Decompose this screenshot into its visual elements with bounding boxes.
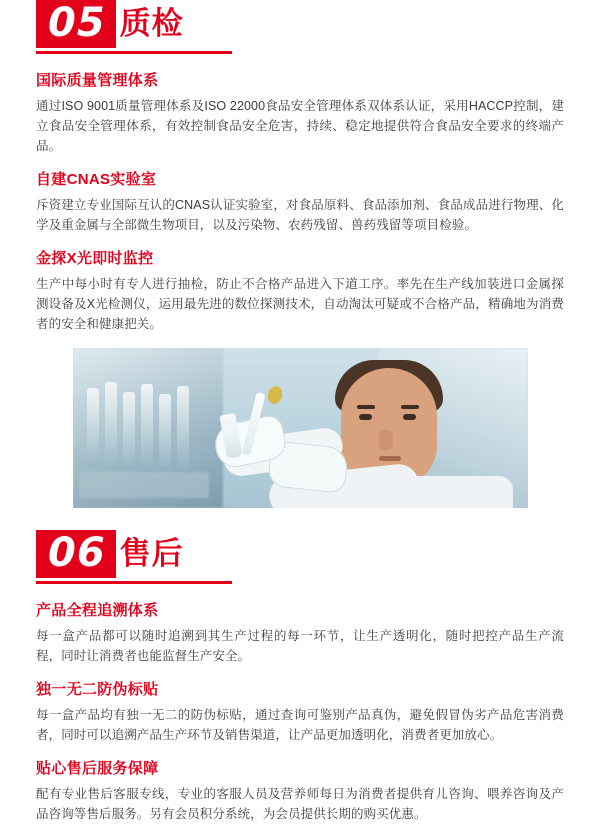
block-body: 通过ISO 9001质量管理体系及ISO 22000食品安全管理体系双体系认证，采用HACCP控制，建立食品安全管理体系，有效控制食品安全危害，持续、稳定地提供符合食品安全要求的终端产品。	[36, 99, 564, 153]
liquid-drop-icon	[265, 384, 283, 405]
block-body: 配有专业售后客服专线，专业的客服人员及营养师每日为消费者提供育儿咨询、喂养咨询及产品咨询等售后服务。另有会员积分系统，为会员提供长期的购买优惠。	[36, 787, 564, 821]
section-after-sales	[36, 530, 564, 824]
block-anti-counterfeit-label	[36, 679, 564, 745]
block-traceability-system	[36, 600, 564, 666]
block-xray-monitoring	[36, 248, 564, 334]
block-title: 独一无二防伪标贴	[36, 681, 159, 698]
block-title: 国际质量管理体系	[36, 72, 159, 89]
test-tube-icon	[105, 382, 117, 470]
test-tube-icon	[123, 392, 135, 470]
section-number-badge: 06	[36, 530, 116, 578]
heading-underline	[36, 581, 232, 584]
section-title: 质检	[119, 6, 184, 41]
person-nose	[379, 430, 393, 450]
test-tube-icon	[159, 394, 171, 470]
block-body: 每一盒产品都可以随时追溯到其生产过程的每一环节，让生产透明化，随时把控产品生产流程，同时让消费者也能监督生产安全。	[36, 629, 564, 663]
block-title: 产品全程追溯体系	[36, 602, 159, 619]
heading-underline	[36, 51, 232, 54]
lab-photo-container	[36, 348, 564, 508]
block-international-quality-system	[36, 70, 564, 156]
block-body: 斥资建立专业国际互认的CNAS认证实验室，对食品原料、食品添加剂、食品成品进行物理、化学及重金属与全部微生物项目，以及污染物、农药残留、兽药残留等项目检验。	[36, 198, 564, 232]
section-06-heading	[36, 530, 564, 586]
person-eyebrow	[401, 405, 419, 409]
block-after-sales-service	[36, 758, 564, 824]
block-title: 自建CNAS实验室	[36, 171, 157, 188]
block-body: 每一盒产品均有独一无二的防伪标贴，通过查询可鉴别产品真伪，避免假冒伪劣产品危害消费者，同时可以追溯产品生产环节及销售渠道，让产品更加透明化，消费者更加放心。	[36, 708, 564, 742]
person-eye	[359, 414, 372, 420]
tube-rack	[79, 472, 209, 498]
test-tube-icon	[177, 386, 189, 470]
section-title: 售后	[119, 536, 184, 571]
person-eyebrow	[357, 405, 375, 409]
block-body: 生产中每小时有专人进行抽检，防止不合格产品进入下道工序。率先在生产线加装进口金属探测设备及X光检测仪，运用最先进的数位探测技术，自动淘汰可疑或不合格产品，精确地为消费者的安全和健康把关。	[36, 277, 564, 331]
test-tube-icon	[87, 388, 99, 468]
person-eye	[403, 414, 416, 420]
block-cnas-lab	[36, 169, 564, 235]
section-quality-inspection	[36, 0, 564, 508]
section-05-heading	[36, 0, 564, 56]
person-mouth	[379, 456, 401, 461]
block-title: 贴心售后服务保障	[36, 760, 159, 777]
block-title: 金探X光即时监控	[36, 250, 154, 267]
test-tube-icon	[141, 384, 153, 470]
section-number-badge: 05	[36, 0, 116, 48]
lab-technician-photo	[73, 348, 528, 508]
